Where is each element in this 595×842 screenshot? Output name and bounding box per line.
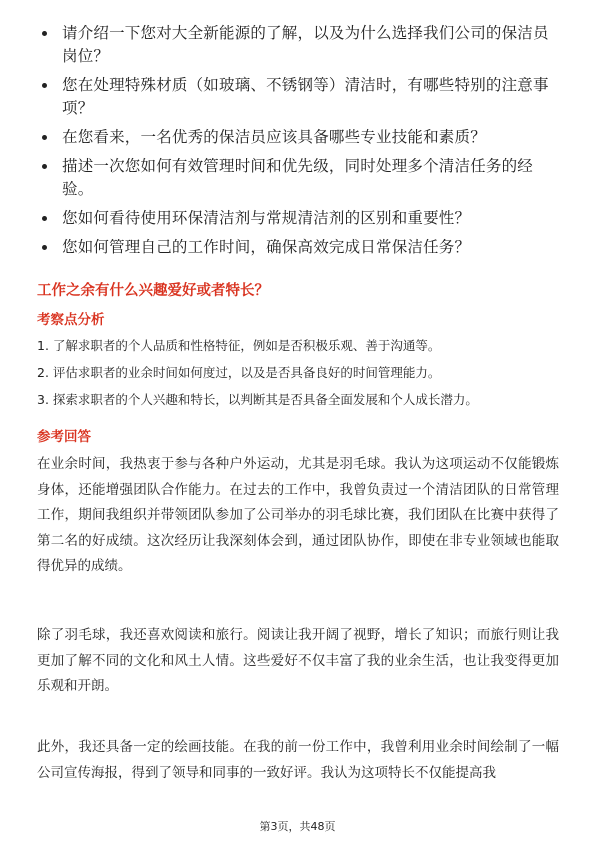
question-text: 您在处理特殊材质（如玻璃、不锈钢等）清洁时，有哪些特别的注意事项？: [62, 76, 549, 117]
bullet-dot-icon: [42, 245, 47, 250]
bullet-dot-icon: [42, 216, 47, 221]
analysis-list: [37, 337, 562, 418]
question-item: [40, 155, 560, 201]
bullet-dot-icon: [42, 31, 47, 36]
bullet-dot-icon: [42, 83, 47, 88]
answer-title: 参考回答: [37, 429, 91, 445]
question-item: [40, 207, 560, 230]
question-item: [40, 22, 560, 68]
analysis-title: 考察点分析: [37, 312, 105, 328]
analysis-item: 2. 评估求职者的业余时间如何度过，以及是否具备良好的时间管理能力。: [37, 365, 441, 380]
answer-paragraph: 此外，我还具备一定的绘画技能。在我的前一份工作中，我曾利用业余时间绘制了一幅公司宣传海报，得到了领导和同事的一致好评。我认为这项特长不仅能提高我: [37, 739, 559, 781]
analysis-item: 1. 了解求职者的个人品质和性格特征，例如是否积极乐观、善于沟通等。: [37, 338, 441, 353]
bullet-dot-icon: [42, 164, 47, 169]
question-item: [40, 74, 560, 120]
question-text: 请介绍一下您对大全新能源的了解，以及为什么选择我们公司的保洁员岗位？: [62, 24, 549, 65]
answer-paragraph: 在业余时间，我热衷于参与各种户外运动，尤其是羽毛球。我认为这项运动不仅能锻炼身体，还能增强团队合作能力。在过去的工作中，我曾负责过一个清洁团队的日常管理工作，期间我组织并带领团队参加了公司举办的羽毛球比赛，我们团队在比赛中获得了第二名的好成绩。这次经历让我深刻体会到，通过团队协作，即使在非专业领域也能取得优异的成绩。: [37, 456, 559, 574]
question-list: [40, 22, 560, 265]
question-text: 在您看来，一名优秀的保洁员应该具备哪些专业技能和素质？: [62, 128, 486, 146]
answer-paragraph: 除了羽毛球，我还喜欢阅读和旅行。阅读让我开阔了视野，增长了知识；而旅行则让我更加了解不同的文化和风土人情。这些爱好不仅丰富了我的业余生活，也让我变得更加乐观和开朗。: [37, 627, 559, 694]
question-item: [40, 126, 560, 149]
question-text: 描述一次您如何有效管理时间和优先级，同时处理多个清洁任务的经验。: [62, 157, 534, 198]
question-item: [40, 236, 560, 259]
section-title: 工作之余有什么兴趣爱好或者特长？: [37, 283, 269, 299]
page-number: 第3页，共48页: [259, 820, 336, 833]
analysis-item: 3. 探索求职者的个人兴趣和特长，以判断其是否具备全面发展和个人成长潜力。: [37, 392, 478, 407]
question-text: 您如何管理自己的工作时间，确保高效完成日常保洁任务？: [62, 238, 471, 256]
bullet-dot-icon: [42, 135, 47, 140]
question-text: 您如何看待使用环保清洁剂与常规清洁剂的区别和重要性？: [62, 209, 471, 227]
